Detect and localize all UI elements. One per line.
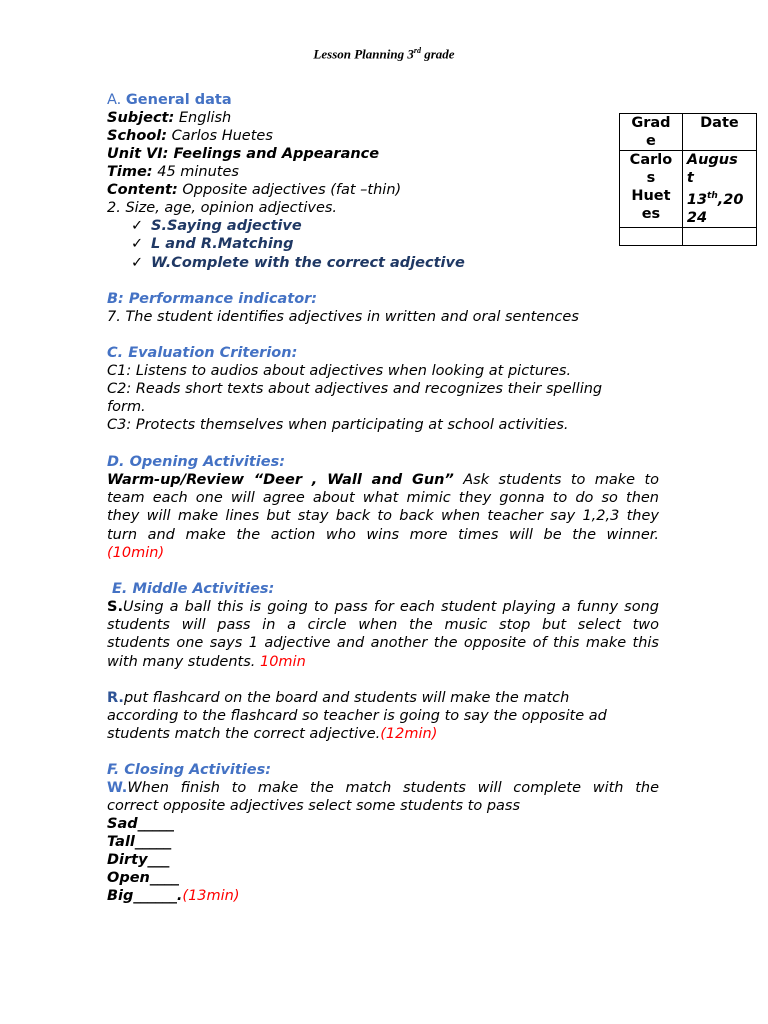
time-label: (10min) — [107, 544, 165, 561]
section-e-heading: E. Middle Activities: — [112, 581, 275, 597]
word-blank-last: Big______.(13min) — [107, 888, 240, 904]
checklist-item: ✓ L and R.Matching — [131, 236, 294, 252]
section-f-paragraph: W.When finish to make the match students will complete with the correct opposite adjectives select some students to pass — [107, 780, 659, 815]
word-blank: Dirty___ — [107, 852, 170, 868]
checklist-item: ✓ S.Saying adjective — [131, 218, 302, 234]
school-line: School: Carlos Huetes — [107, 128, 273, 144]
section-c-heading: C. Evaluation Criterion: — [107, 345, 298, 361]
time-label: (13min) — [182, 888, 240, 904]
page-title: Lesson Planning 3rd grade — [313, 46, 455, 62]
criterion-c3: C3: Protects themselves when participating at school activities. — [107, 417, 569, 433]
time-label: (12min) — [380, 726, 438, 743]
date-value: Augus t 13th,20 24 — [682, 151, 756, 228]
section-f-heading: F. Closing Activities: — [107, 762, 272, 778]
section-a-heading: A. General data — [107, 92, 232, 108]
section-b-heading: B: Performance indicator: — [107, 291, 318, 307]
word-blank: Tall_____ — [107, 834, 172, 850]
content-line-2: 2. Size, age, opinion adjectives. — [107, 200, 338, 216]
checkmark-icon: ✓ — [131, 255, 144, 271]
word-blank: Open____ — [107, 870, 179, 886]
criterion-c2: C2: Reads short texts about adjectives and recognizes their spelling — [107, 381, 603, 397]
content-line: Content: Opposite adjectives (fat –thin) — [107, 182, 402, 198]
time-label: 10min — [259, 653, 306, 670]
unit-line: Unit VI: Feelings and Appearance — [107, 146, 380, 162]
section-d-paragraph: Warm-up/Review “Deer , Wall and Gun” Ask students to make to team each one will agree about what mimic they gonna to do so then they will make lines but stay back to back when teacher say 1,2,3 they turn and make the action who wins more times will be the winner. (10min) — [107, 472, 659, 561]
time-line: Time: 45 minutes — [107, 164, 239, 180]
checklist-item: ✓ W.Complete with the correct adjective — [131, 255, 465, 271]
grade-date-table — [619, 113, 757, 246]
subject-line: Subject: English — [107, 110, 232, 126]
section-b-text: 7. The student identifies adjectives in written and oral sentences — [107, 309, 579, 325]
grade-header: Grad e — [620, 114, 683, 151]
checkmark-icon: ✓ — [131, 218, 144, 234]
empty-cell — [682, 227, 756, 245]
criterion-c1: C1: Listens to audios about adjectives when looking at pictures. — [107, 363, 572, 379]
checkmark-icon: ✓ — [131, 236, 144, 252]
section-d-heading: D. Opening Activities: — [107, 454, 286, 470]
empty-cell — [620, 227, 683, 245]
section-e-r-paragraph: R.put flashcard on the board and students will make the match according to the flashcard so teacher is going to say the opposite ad students match the correct adjective.(12min) — [107, 690, 607, 743]
grade-value: Carlo s Huet es — [620, 151, 683, 228]
section-e-s-paragraph: S.Using a ball this is going to pass for each student playing a funny song students will pass in a circle when the music stop but select two students one says 1 adjective and another the opposite of this make this with many students. 10min — [107, 599, 659, 670]
date-header: Date — [682, 114, 756, 151]
word-blank: Sad_____ — [107, 816, 174, 832]
criterion-c2-cont: form. — [107, 399, 146, 415]
